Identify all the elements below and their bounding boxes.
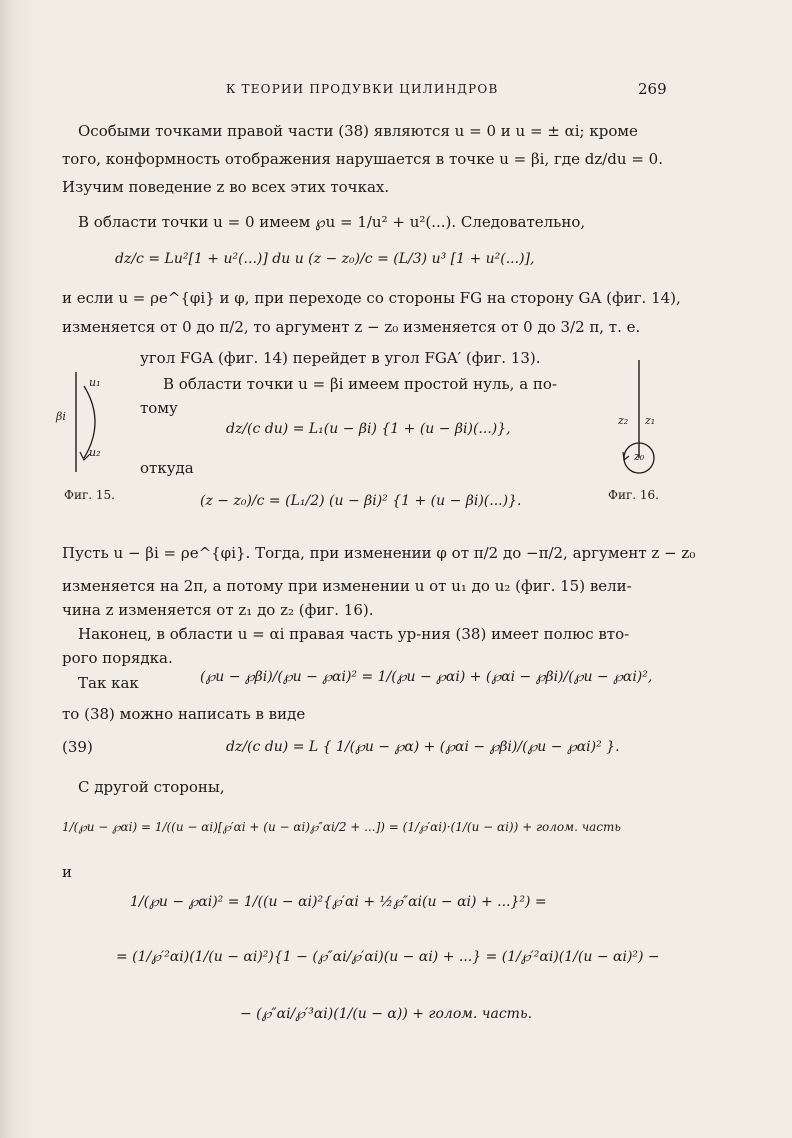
- figure-16-caption: Фиг. 16.: [608, 488, 659, 502]
- figure-15-label-beta: βi: [56, 410, 66, 423]
- text-line-13: чина z изменяется от z₁ до z₂ (фиг. 16).: [62, 601, 374, 619]
- formula-2: dz/(c du) = L₁(u − βi) {1 + (u − βi)(...)},: [226, 421, 511, 437]
- text-line-17: то (38) можно написать в виде: [62, 705, 306, 723]
- text-line-6: изменяется от 0 до π/2, то аргумент z − z₀ изменяется от 0 до 3/2 π, т. е.: [62, 318, 641, 336]
- text-line-4: В области точки u = 0 имеем ℘u = 1/u² + u²(...). Следовательно,: [78, 213, 586, 231]
- formula-4: (℘u − ℘βi)/(℘u − ℘αi)² = 1/(℘u − ℘αi) + (℘αi − ℘βi)/(℘u − ℘αi)²,: [200, 669, 653, 685]
- text-line-11: Пусть u − βi = ρe^{φi}. Тогда, при изменении φ от π/2 до −π/2, аргумент z − z₀: [62, 544, 696, 562]
- text-line-9: тому: [140, 399, 178, 417]
- running-title: К ТЕОРИИ ПРОДУВКИ ЦИЛИНДРОВ: [226, 82, 499, 96]
- text-line-15: рого порядка.: [62, 649, 173, 667]
- figure-15-label-u1: u₁: [89, 376, 101, 389]
- figure-16-label-z1: z₁: [645, 414, 656, 427]
- text-line-19: и: [62, 863, 72, 881]
- text-line-5: и если u = ρe^{φi} и φ, при переходе со стороны FG на сторону GA (фиг. 14),: [62, 289, 681, 307]
- formula-7: 1/(℘u − ℘αi)² = 1/((u − αi)²{℘′αi + ½℘″αi(u − αi) + ...}²) =: [130, 894, 547, 910]
- figure-16-label-z0: z₀: [634, 450, 645, 463]
- page-number: 269: [638, 80, 667, 98]
- text-line-3: Изучим поведение z во всех этих точках.: [62, 178, 390, 196]
- text-line-10: откуда: [140, 459, 194, 477]
- equation-number-39: (39): [62, 738, 93, 756]
- text-line-7: угол FGA (фиг. 14) перейдет в угол FGA′ (фиг. 13).: [140, 349, 541, 367]
- figure-15-caption: Фиг. 15.: [64, 488, 115, 502]
- formula-8: = (1/℘′²αi)(1/(u − αi)²){1 − (℘″αi/℘′αi)(u − αi) + ...} = (1/℘′²αi)(1/(u − αi)²) −: [116, 949, 660, 965]
- text-line-8: В области точки u = βi имеем простой нуль, а по-: [163, 375, 558, 393]
- text-line-14: Наконец, в области u = αi правая часть ур-ния (38) имеет полюс вто-: [78, 625, 630, 643]
- text-line-1: Особыми точками правой части (38) являются u = 0 и u = ± αi; кроме: [78, 122, 638, 140]
- formula-3: (z − z₀)/c = (L₁/2) (u − βi)² {1 + (u − βi)(...)}.: [200, 493, 522, 509]
- formula-6: 1/(℘u − ℘αi) = 1/((u − αi)[℘′αi + (u − αi)℘″αi/2 + ...]) = (1/℘′αi)·(1/(u − αi)) + голом. часть: [62, 820, 621, 834]
- text-line-16: Так как: [78, 674, 139, 692]
- text-line-2: того, конформность отображения нарушается в точке u = βi, где dz/du = 0.: [62, 150, 663, 168]
- figure-16-label-z2: z₂: [618, 414, 629, 427]
- formula-9: − (℘″αi/℘′³αi)(1/(u − α)) + голом. часть.: [240, 1006, 533, 1022]
- text-line-18: С другой стороны,: [78, 778, 225, 796]
- text-line-12: изменяется на 2π, а потому при изменении u от u₁ до u₂ (фиг. 15) вели-: [62, 577, 632, 595]
- formula-1: dz/c = Lu²[1 + u²(...)] du и (z − z₀)/c = (L/3) u³ [1 + u²(...)],: [115, 251, 535, 267]
- figure-15-label-u2: u₂: [89, 446, 101, 459]
- formula-5: dz/(c du) = L { 1/(℘u − ℘α) + (℘αi − ℘βi)/(℘u − ℘αi)² }.: [226, 739, 620, 755]
- running-header: [0, 80, 792, 102]
